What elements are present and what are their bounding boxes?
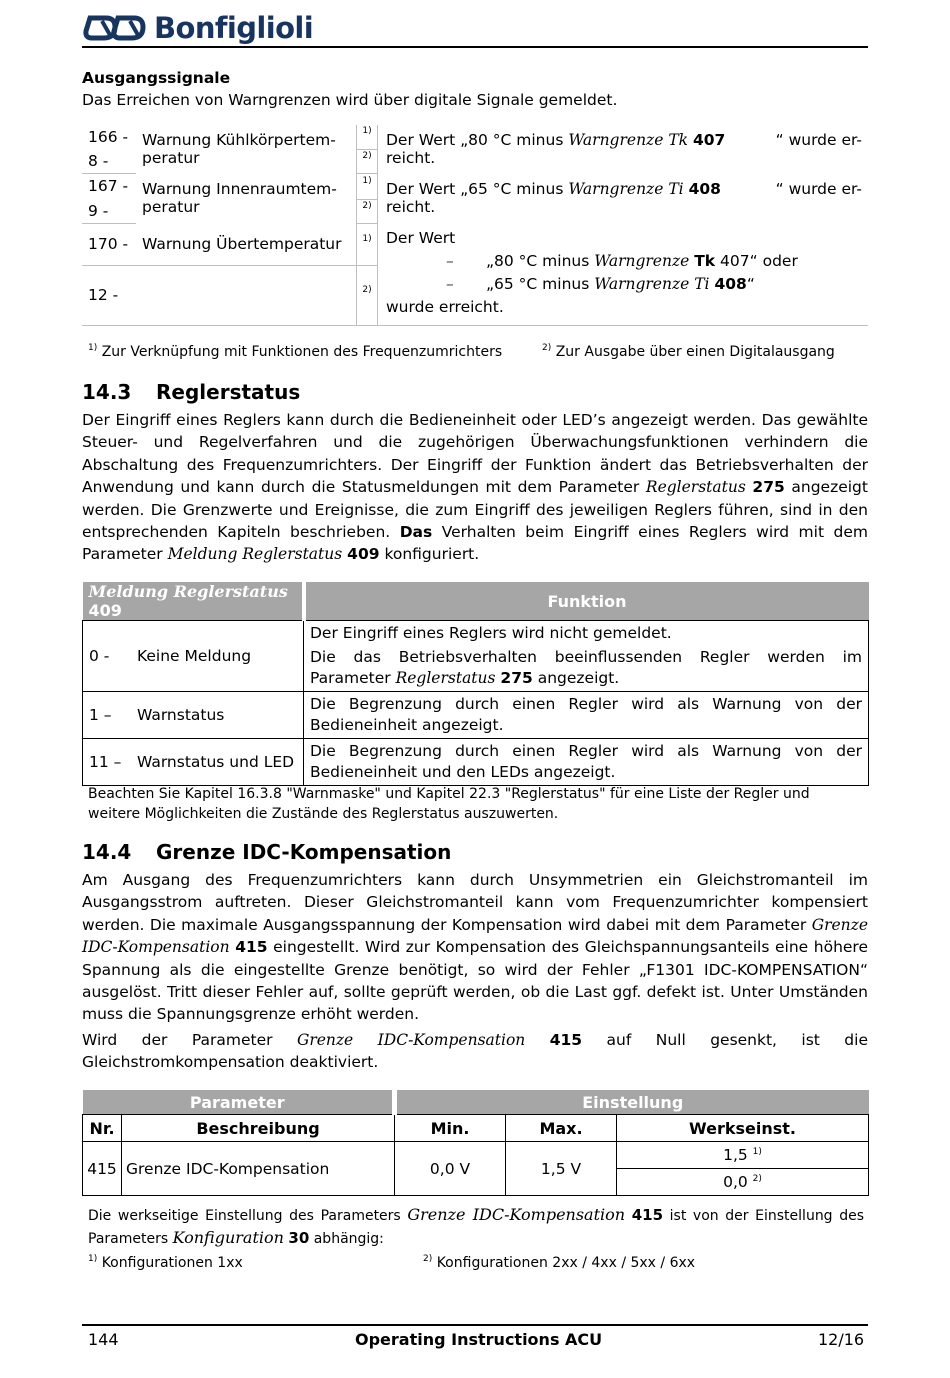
column-header: Werkseinst. [617,1115,869,1142]
signal-name-empty [136,265,357,325]
footnote-1: $^{1)}$ Konfigurationen 1xx [88,1254,243,1271]
intro-text: Das Erreichen von Warngrenzen wird über digitale Signale gemeldet. [82,91,618,109]
signal-number: 8 - [82,149,136,173]
status-number: 11 – [83,739,132,786]
status-function: Die Begrenzung durch einen Regler wird als Warnung von der Bedieneinheit und den LEDs angezeigt. [304,739,869,786]
signal-number: 12 - [82,265,136,325]
parameter-table [82,1090,869,1196]
section-heading: 14.3 Reglerstatus [82,380,301,404]
status-name: Warnstatus [131,692,304,739]
column-header: Max. [506,1115,617,1142]
status-number: 1 – [83,692,132,739]
paragraph: Wird der Parameter Grenze IDC-Kompensation 415 auf Null gesenkt, ist die Gleichstromkompensation deaktiviert. [82,1031,868,1072]
footnote-1: $^{1)}$ Zur Verknüpfung mit Funktionen des Frequenzumrichters [88,343,503,360]
signal-number: 170 - [82,223,136,265]
param-default-2: 0,0 $^{2)}$ [617,1169,869,1196]
table-row [82,173,868,199]
signal-description: Der Wert – „80 °C minus Warngrenze Tk 407“ oder – „65 °C minus Warngrenze Ti 408“ wurde erreicht. [378,223,869,325]
signal-description: Der Wert „65 °C minus Warngrenze Ti 408 “ wurde er- reicht. [386,180,862,216]
param-min: 0,0 V [395,1142,506,1196]
table-header: Meldung Reglerstatus 409 [83,582,304,621]
output-signals-table [82,125,868,326]
paragraph: Der Eingriff eines Reglers kann durch die Bedieneinheit oder LED’s angezeigt werden. Das gewählte Steuer- und Regelverfahren und die zugehörigen Überwachungsfunktionen verhindern die Abschaltung des Frequenzumrichters. Der Eingriff der Funktion ändert das Betriebsverhalten der Anwendung und kann durch die Statusmeldungen mit dem Parameter Reglerstatus 275 angezeigt werden. Die Grenzwerte und Ereignisse, die zum Eingriff des jeweiligen Reglers führen, sind in den entsprechenden Kapiteln beschrieben. Das Verhalten beim Eingriff eines Reglers wird mit dem Parameter Meldung Reglerstatus 409 konfiguriert. [82,411,868,564]
note-text: Beachten Sie Kapitel 16.3.8 "Warnmaske" und Kapitel 22.3 "Reglerstatus" für eine Liste der Regler und weitere Möglichkeiten die Zustände des Reglerstatus auszuwerten. [88,786,810,822]
status-number: 0 - [83,621,132,692]
signal-name: Warnung Kühlkörpertem- peratur [136,125,357,173]
table-group-header: Einstellung [395,1090,869,1115]
document-date: 12/16 [818,1330,865,1349]
header-rule [82,46,868,48]
table-row [83,739,869,786]
signal-name: Warnung Übertemperatur [136,223,357,265]
param-default-1: 1,5 $^{1)}$ [617,1142,869,1169]
brand-name: Bonfiglioli [154,11,314,45]
reglerstatus-table [82,582,869,786]
status-function: Der Eingriff eines Reglers wird nicht gemeldet. Die das Betriebsverhalten beeinflussenden Regler werden im Parameter Reglerstatus 275 angezeigt. [304,621,869,692]
brand-logo [82,8,313,48]
page-number: 144 [88,1330,119,1349]
table-group-header: Parameter [83,1090,395,1115]
table-row [82,223,868,265]
signal-number: 167 - [88,177,129,196]
footnote-ref: 1) [357,223,378,265]
signal-description: Der Wert „80 °C minus Warngrenze Tk 407 “ wurde er- reicht. [386,131,862,167]
signal-number: 166 - [88,128,129,146]
param-max: 1,5 V [506,1142,617,1196]
column-header: Nr. [83,1115,122,1142]
footnote-ref: 1) [357,173,378,199]
footnote-2: $^{2)}$ Konfigurationen 2xx / 4xx / 5xx / 6xx [423,1254,696,1271]
footnote-2: $^{2)}$ Zur Ausgabe über einen Digitalausgang [542,343,835,360]
column-header: Beschreibung [122,1115,395,1142]
table-row [83,621,869,692]
footnote-ref: 2) [357,149,378,173]
section-subtitle: Ausgangssignale [82,69,231,87]
column-header: Min. [395,1115,506,1142]
status-name: Warnstatus und LED [131,739,304,786]
signal-number: 9 - [82,199,136,223]
param-number: 415 [83,1142,122,1196]
footnote-ref: 2) [357,199,378,223]
table-header: Funktion [304,582,869,621]
status-function: Die Begrenzung durch einen Regler wird als Warnung von der Bedieneinheit angezeigt. [304,692,869,739]
param-description: Grenze IDC-Kompensation [122,1142,395,1196]
paragraph: Am Ausgang des Frequenzumrichters kann durch Unsymmetrien ein Gleichstromanteil im Ausgangsstrom auftreten. Dieser Gleichstromanteil kann vom Frequenzumrichter kompensiert werden. Die maximale Ausgangsspannung der Kompensation wird dabei mit dem Parameter Grenze IDC-Kompensation 415 eingestellt. Wird zur Kompensation des Gleichspannungsanteils eine höhere Spannung als die eingestellte Grenze benötigt, so wird der Fehler „F1301 IDC-KOMPENSATION“ ausgelöst. Tritt dieser Fehler auf, sollte geprüft werden, ob die Last ggf. defekt ist. Unter Umständen muss die Spannungsgrenze erhöht werden. [82,871,868,1024]
footnote-ref: 1) [357,125,378,149]
bonfiglioli-logo-icon [82,11,150,45]
note-text: Die werkseitige Einstellung des Parameters Grenze IDC-Kompensation 415 ist von der Einstellung des Parameters Konfiguration 30 abhängig: [88,1205,864,1247]
section-heading: 14.4 Grenze IDC-Kompensation [82,840,452,864]
signal-name: Warnung Innenraumtem- peratur [136,173,357,223]
table-row [82,125,868,149]
document-title: Operating Instructions ACU [355,1330,603,1349]
footnote-ref: 2) [357,265,378,325]
table-row [83,692,869,739]
status-name: Keine Meldung [131,621,304,692]
table-row [83,1142,869,1169]
footer-rule [82,1324,868,1326]
